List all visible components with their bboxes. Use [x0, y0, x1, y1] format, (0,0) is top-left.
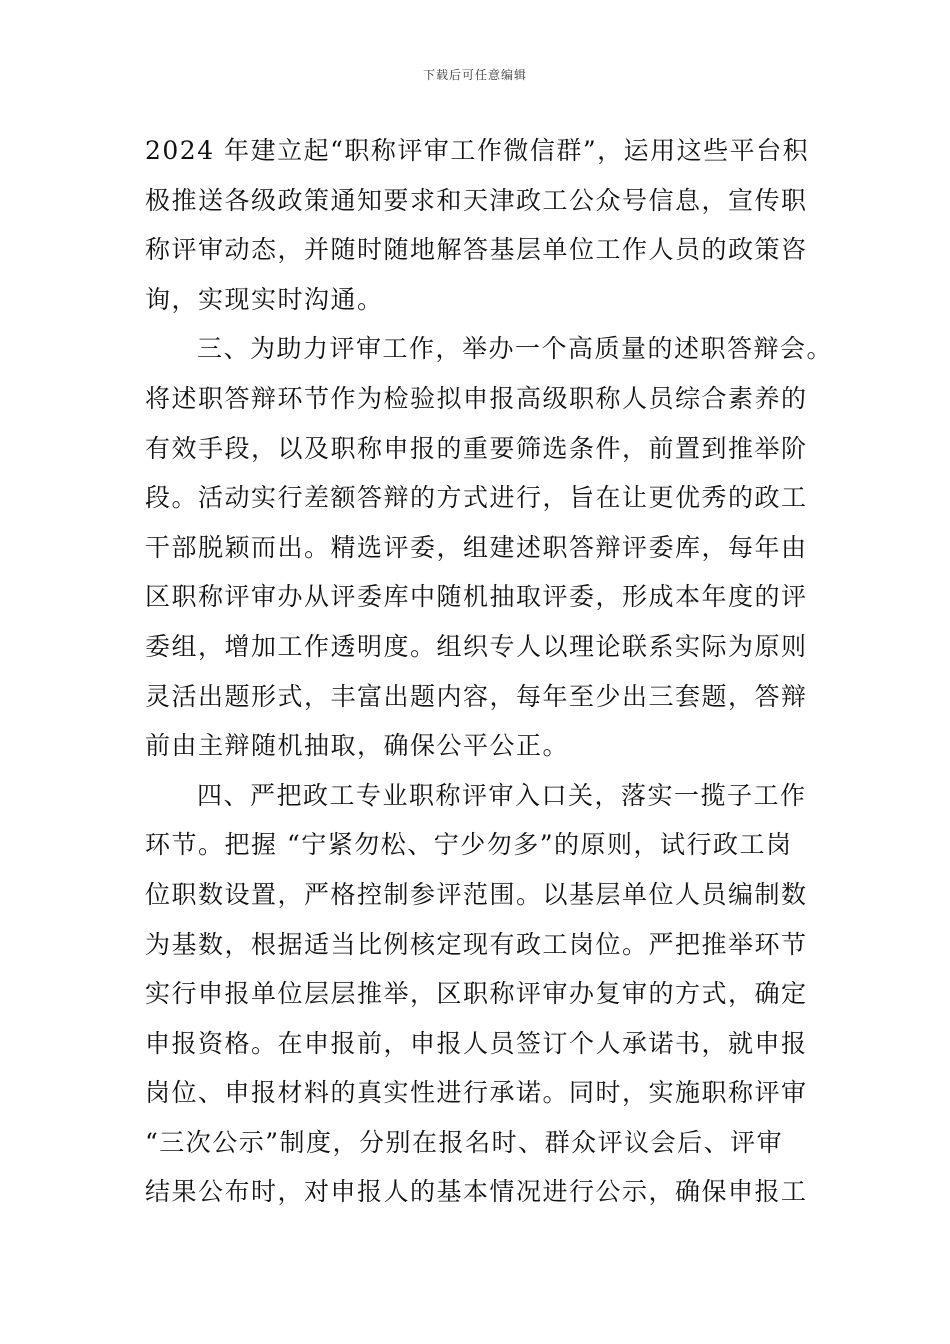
paragraph-start-line: 四、严把政工专业职称评审入口关，落实一揽子工作: [197, 780, 807, 810]
text-line: 干部脱颖而出。精选评委，组建述职答辩评委库，每年由: [145, 532, 808, 562]
document-body: [145, 126, 834, 1217]
text-line: 申报资格。在申报前，申报人员签订个人承诺书，就申报: [145, 1028, 808, 1058]
text-line: 岗位、申报材料的真实性进行承诺。同时，实施职称评审: [145, 1078, 808, 1108]
text-line: 段。活动实行差额答辩的方式进行，旨在让更优秀的政工: [145, 483, 808, 513]
text-line: 将述职答辩环节作为检验拟申报高级职称人员综合素养的: [145, 383, 808, 413]
text-line: 询，实现实时沟通。: [145, 284, 384, 314]
text-line: 有效手段，以及职称申报的重要筛选条件，前置到推举阶: [145, 433, 808, 463]
text-line: “三次公示”制度，分别在报名时、群众评议会后、评审: [145, 1127, 784, 1157]
paragraph-start-line: 三、为助力评审工作，举办一个高质量的述职答辩会。: [197, 334, 834, 364]
text-line: 委组，增加工作透明度。组织专人以理论联系实际为原则: [145, 631, 808, 661]
text-line: 结果公布时，对申报人的基本情况进行公示，确保申报工: [145, 1177, 808, 1207]
text-line: 2024 年建立起“职称评审工作微信群”，运用这些平台积: [145, 136, 810, 165]
text-line: 前由主辩随机抽取，确保公平公正。: [145, 731, 570, 761]
page-header: 下载后可任意编辑: [422, 68, 527, 82]
text-line: 实行申报单位层层推举，区职称评审办复审的方式，确定: [145, 979, 808, 1009]
text-line: 位职数设置，严格控制参评范围。以基层单位人员编制数: [145, 879, 808, 909]
text-line: 称评审动态，并随时随地解答基层单位工作人员的政策咨: [145, 235, 808, 265]
text-line: 灵活出题形式，丰富出题内容，每年至少出三套题，答辩: [145, 681, 808, 711]
text-line: 为基数，根据适当比例核定现有政工岗位。严把推举环节: [145, 929, 808, 959]
text-line: 极推送各级政策通知要求和天津政工公众号信息，宣传职: [145, 185, 808, 215]
text-line: 区职称评审办从评委库中随机抽取评委，形成本年度的评: [145, 582, 808, 612]
text-line: 环节。把握 “宁紧勿松、宁少勿多”的原则，试行政工岗: [145, 830, 793, 860]
